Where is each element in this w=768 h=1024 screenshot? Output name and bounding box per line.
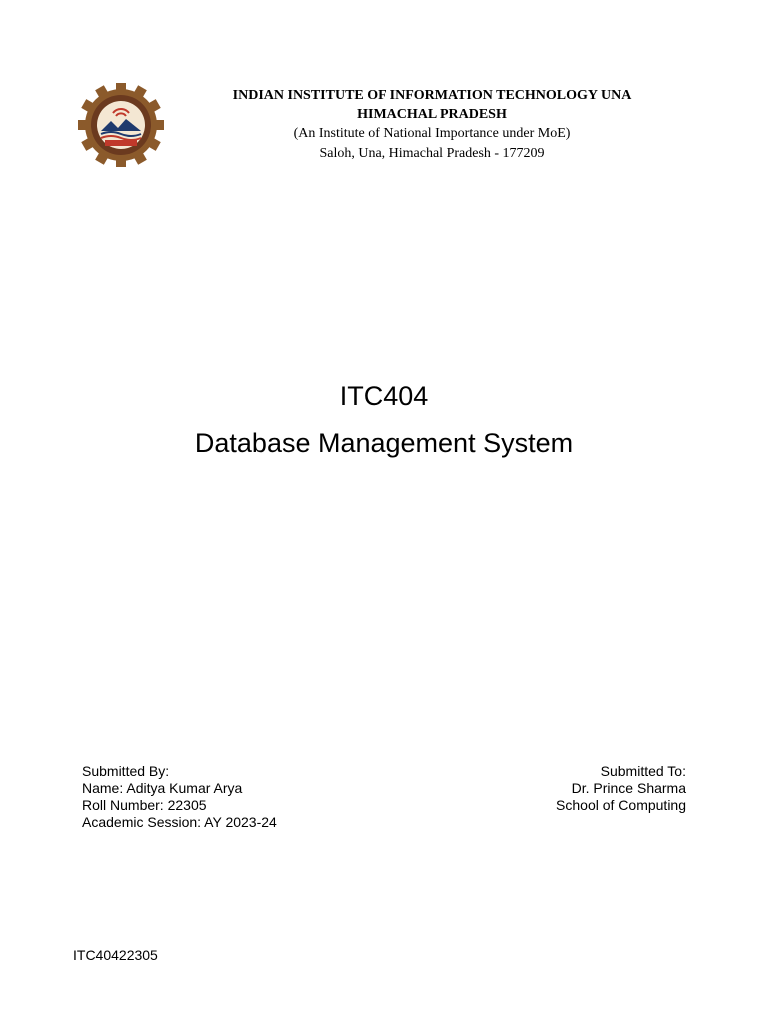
institute-name-line1: INDIAN INSTITUTE OF INFORMATION TECHNOLOGY UNA — [232, 88, 632, 103]
submitted-by-heading: Submitted By: — [82, 763, 170, 779]
institute-seal-icon — [70, 83, 172, 167]
submitted-by-block — [82, 763, 277, 831]
institute-name-line2: HIMACHAL PRADESH — [357, 107, 507, 122]
course-title: Database Management System — [194, 428, 574, 458]
faculty-name: Dr. Prince Sharma — [571, 780, 686, 796]
course-code: ITC404 — [339, 381, 429, 411]
student-name: Name: Aditya Kumar Arya — [82, 780, 243, 796]
academic-session: Academic Session: AY 2023-24 — [82, 814, 277, 830]
institute-seal-graphic — [70, 83, 172, 167]
submitted-to-block — [556, 763, 686, 814]
submitted-to-heading: Submitted To: — [600, 763, 686, 779]
footer-code: ITC40422305 — [73, 947, 158, 963]
faculty-department: School of Computing — [556, 797, 686, 813]
institute-status: (An Institute of National Importance under MoE) — [293, 126, 571, 141]
institute-address: Saloh, Una, Himachal Pradesh - 177209 — [319, 146, 545, 161]
roll-number: Roll Number: 22305 — [82, 797, 207, 813]
institute-header — [160, 86, 704, 164]
